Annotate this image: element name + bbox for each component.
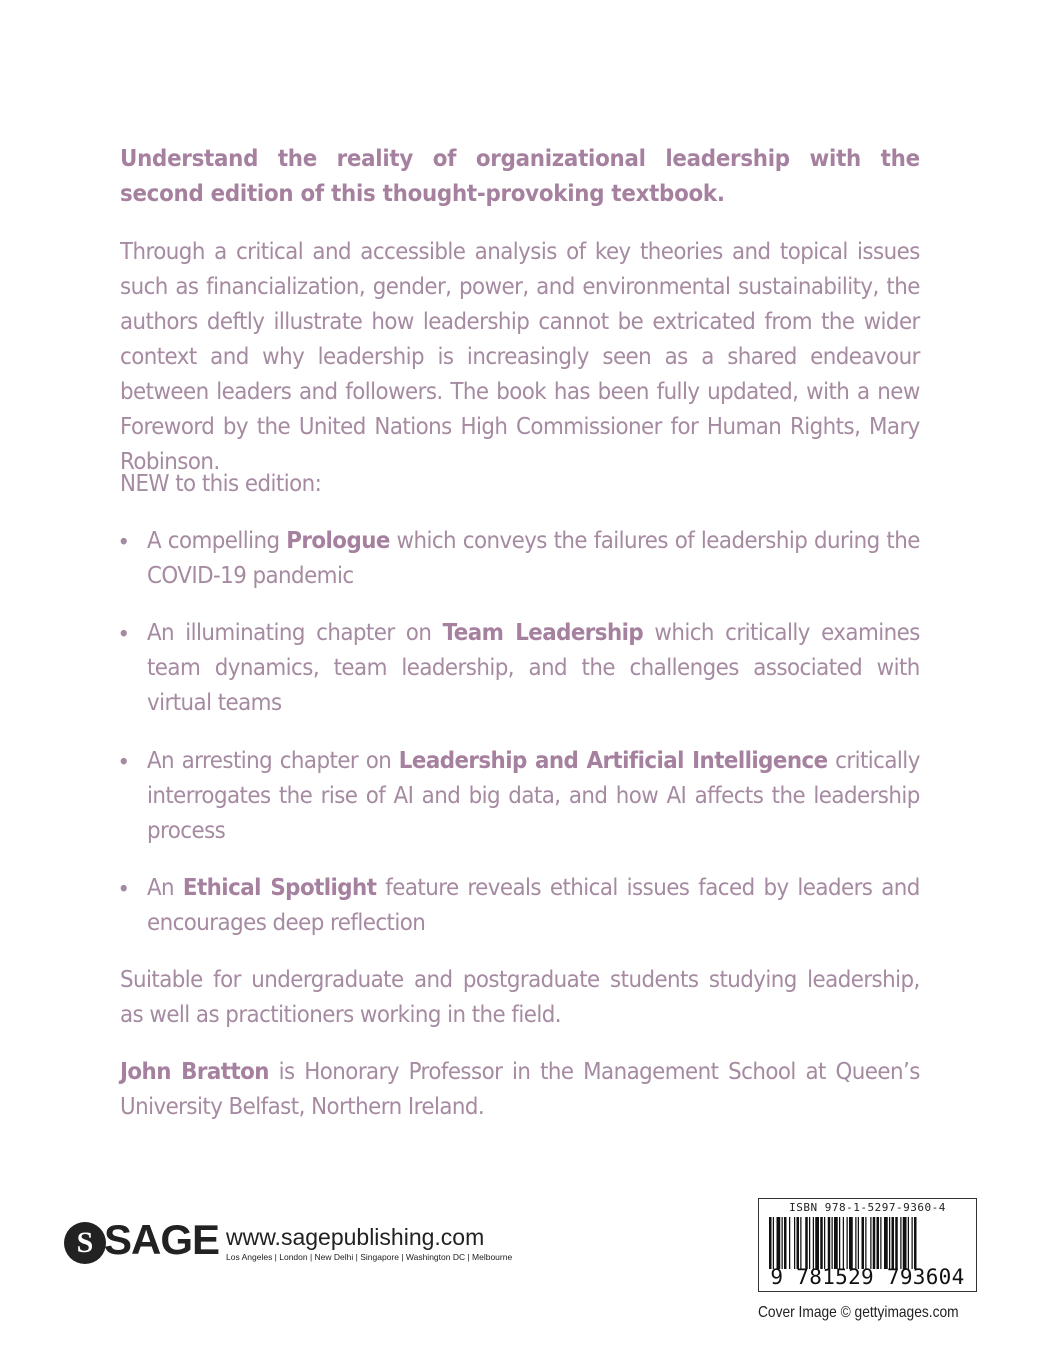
sage-logo xyxy=(64,1216,524,1272)
author-name: John Bratton xyxy=(120,1059,269,1085)
feature-bullet-team-leadership xyxy=(120,616,920,721)
bullet-text-rest: critically interrogates the rise of AI and big data, and how AI affects the leadership process xyxy=(146,748,920,844)
bullet-highlight: Team Leadership xyxy=(442,620,644,646)
tagline: Understand the reality of organizational leadership with the second edition of this thought-provoking textbook. xyxy=(120,146,920,207)
ean-digits: 9 781529 793604 xyxy=(770,1265,965,1289)
bullet-text-lead: An arresting chapter on xyxy=(146,748,399,774)
sage-logo-icon: S xyxy=(64,1222,106,1264)
feature-bullet-ai xyxy=(120,744,920,849)
isbn-label: ISBN 978-1-5297-9360-4 xyxy=(789,1201,946,1214)
bullet-text xyxy=(147,524,920,594)
bullet-highlight: Leadership and Artificial Intelligence xyxy=(398,748,828,774)
bullet-highlight: Prologue xyxy=(286,528,390,554)
new-edition-heading: NEW to this edition: xyxy=(120,471,322,497)
bullet-text xyxy=(147,871,920,941)
barcode-icon xyxy=(769,1217,967,1269)
bullet-text-rest: feature reveals ethical issues faced by leaders and encourages deep reflection xyxy=(146,875,920,936)
bullet-text-lead: An illuminating chapter on xyxy=(146,620,443,646)
feature-bullet-prologue xyxy=(120,524,920,594)
bullet-text-rest: which critically examines team dynamics, team leadership, and the challenges associated with virtual teams xyxy=(146,620,920,716)
bullet-icon: • xyxy=(120,528,128,554)
isbn-barcode xyxy=(758,1198,977,1292)
publisher-cities: Los Angeles | London | New Delhi | Singapore | Washington DC | Melbourne xyxy=(226,1252,513,1262)
author-bio-text: is Honorary Professor in the Management School at Queen’s University Belfast, Northern Ireland. xyxy=(120,1059,920,1120)
sage-wordmark: SAGE xyxy=(104,1216,220,1263)
author-bio xyxy=(120,1055,920,1125)
intro-paragraph: Through a critical and accessible analysis of key theories and topical issues such as financialization, gender, power, and environmental sustainability, the authors deftly illustrate how leadership cannot be extricated from the wider context and why leadership is increasingly seen as a shared endeavour between leaders and followers. The book has been fully updated, with a new Foreword by the United Nations High Commissioner for Human Rights, Mary Robinson. xyxy=(120,239,920,475)
bullet-icon: • xyxy=(120,875,128,901)
cover-image-credit: Cover Image © gettyimages.com xyxy=(758,1304,959,1321)
bullet-text-lead: An xyxy=(146,875,183,901)
audience-paragraph: Suitable for undergraduate and postgraduate students studying leadership, as well as practitioners working in the field. xyxy=(120,967,920,1028)
bullet-icon: • xyxy=(120,620,128,646)
bullet-text-rest: which conveys the failures of leadership during the COVID-19 pandemic xyxy=(146,528,920,589)
bullet-icon: • xyxy=(120,748,128,774)
bullet-highlight: Ethical Spotlight xyxy=(182,875,377,901)
publisher-url: www.sagepublishing.com xyxy=(226,1224,485,1250)
bullet-text xyxy=(147,744,920,849)
bullet-text-lead: A compelling xyxy=(146,528,287,554)
feature-bullet-ethical-spotlight xyxy=(120,871,920,941)
bullet-text xyxy=(147,616,920,721)
